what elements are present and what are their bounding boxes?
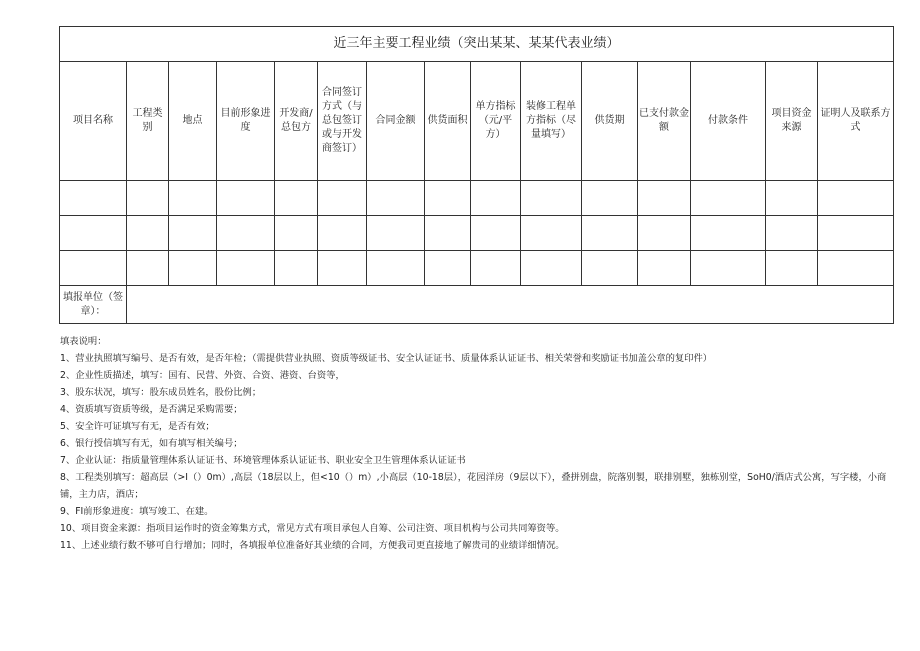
note-item: 2、企业性质描述，填写：国有、民营、外资、合资、港资、台资等， xyxy=(60,370,345,381)
header-project-type: 工程类别 xyxy=(127,62,169,181)
footer-signature-cell[interactable] xyxy=(127,286,894,324)
note-item: 6、银行授信填写有无，如有填写相关编号； xyxy=(60,438,243,449)
table-cell[interactable] xyxy=(471,251,521,286)
table-cell[interactable] xyxy=(275,251,318,286)
table-cell[interactable] xyxy=(275,181,318,216)
table-title: 近三年主要工程业绩（突出某某、某某代表业绩） xyxy=(60,27,894,62)
table-cell[interactable] xyxy=(169,181,217,216)
header-supply-period: 供货期 xyxy=(582,62,638,181)
header-paid-amount: 已支付款金额 xyxy=(638,62,691,181)
header-contract-amount: 合同金额 xyxy=(367,62,425,181)
table-cell[interactable] xyxy=(367,181,425,216)
table-cell[interactable] xyxy=(169,216,217,251)
note-item: 7、企业认证：指质量管理体系认证证书、环境管理体系认证证书、职业安全卫生管理体系认证证书 xyxy=(60,455,466,466)
table-cell[interactable] xyxy=(60,216,127,251)
table-cell[interactable] xyxy=(169,251,217,286)
table-row xyxy=(60,216,894,251)
note-item: 3、股东状况，填写：股东成员姓名，股份比例； xyxy=(60,387,262,398)
header-project-name: 项目名称 xyxy=(60,62,127,181)
table-cell[interactable] xyxy=(127,216,169,251)
table-cell[interactable] xyxy=(582,181,638,216)
header-fund-source: 项目资金来源 xyxy=(766,62,818,181)
table-cell[interactable] xyxy=(818,181,894,216)
table-row xyxy=(60,251,894,286)
title-row xyxy=(60,27,894,62)
table-cell[interactable] xyxy=(691,251,766,286)
table-cell[interactable] xyxy=(638,251,691,286)
table-row xyxy=(60,181,894,216)
table-cell[interactable] xyxy=(766,251,818,286)
note-item: 1、营业执照填写编号、是否有效，是否年检；（需提供营业执照、资质等级证书、安全认证证书、质量体系认证证书、相关荣誉和奖励证书加盖公章的复印件） xyxy=(60,353,713,364)
table-cell[interactable] xyxy=(367,216,425,251)
notes-section xyxy=(60,333,900,554)
table-cell[interactable] xyxy=(425,181,471,216)
table-cell[interactable] xyxy=(638,181,691,216)
note-item: 9、FI前形象进度：填写竣工、在建。 xyxy=(60,506,214,517)
header-supply-area: 供货面积 xyxy=(425,62,471,181)
table-cell[interactable] xyxy=(275,216,318,251)
table-cell[interactable] xyxy=(60,181,127,216)
table-cell[interactable] xyxy=(521,181,582,216)
header-unit-index: 单方指标（元/平方） xyxy=(471,62,521,181)
table-cell[interactable] xyxy=(318,216,367,251)
table-cell[interactable] xyxy=(425,251,471,286)
table-cell[interactable] xyxy=(217,181,275,216)
table-cell[interactable] xyxy=(318,251,367,286)
table-cell[interactable] xyxy=(367,251,425,286)
header-payment-terms: 付款条件 xyxy=(691,62,766,181)
note-item: 8、工程类别填写：超高层（>I（）0m）,高层（18层以上，但<10（）m）,小高层（10-18层），花园洋房（9层以下），叠拼别盘，院落别製，联排别墅，独栋别堂，SoH0/酒店式公寓，写字楼，小商铺，主力店，酒店； xyxy=(60,472,887,500)
table-cell[interactable] xyxy=(217,251,275,286)
table-cell[interactable] xyxy=(425,216,471,251)
table-cell[interactable] xyxy=(318,181,367,216)
header-developer: 开发商/总包方 xyxy=(275,62,318,181)
note-item: 4、资质填写资质等级，是否满足采购需要； xyxy=(60,404,243,415)
table-cell[interactable] xyxy=(217,216,275,251)
table-cell[interactable] xyxy=(691,181,766,216)
performance-table xyxy=(59,26,894,324)
table-cell[interactable] xyxy=(127,181,169,216)
table-cell[interactable] xyxy=(471,181,521,216)
header-contract-method: 合同签订方式（与总包签订或与开发商签订） xyxy=(318,62,367,181)
table-cell[interactable] xyxy=(818,251,894,286)
table-cell[interactable] xyxy=(691,216,766,251)
header-decoration-index: 装修工程单方指标（尽量填写） xyxy=(521,62,582,181)
table-cell[interactable] xyxy=(60,251,127,286)
table-cell[interactable] xyxy=(521,216,582,251)
table-cell[interactable] xyxy=(766,216,818,251)
table-cell[interactable] xyxy=(818,216,894,251)
header-reference-contact: 证明人及联系方式 xyxy=(818,62,894,181)
footer-row xyxy=(60,286,894,324)
table-cell[interactable] xyxy=(521,251,582,286)
header-location: 地点 xyxy=(169,62,217,181)
table-cell[interactable] xyxy=(638,216,691,251)
table-cell[interactable] xyxy=(766,181,818,216)
footer-label: 填报单位（签章）： xyxy=(60,286,127,324)
notes-heading: 填表说明： xyxy=(60,336,107,347)
note-item: 5、安全许可证填写有无，是否有效； xyxy=(60,421,215,432)
note-item: 11、上述业绩行数不够可自行增加；同时，各填报单位准备好其业绩的合同，方便我司更直接地了解贵司的业绩详细情况。 xyxy=(60,540,565,551)
table-cell[interactable] xyxy=(582,216,638,251)
header-row xyxy=(60,62,894,181)
table-cell[interactable] xyxy=(582,251,638,286)
table-cell[interactable] xyxy=(127,251,169,286)
table-cell[interactable] xyxy=(471,216,521,251)
header-progress: 目前形象进度 xyxy=(217,62,275,181)
note-item: 10、项目资金来源：指项目运作时的资金筹集方式，常见方式有项目承包人自筹、公司注资、项目机构与公司共同筹资等。 xyxy=(60,523,565,534)
